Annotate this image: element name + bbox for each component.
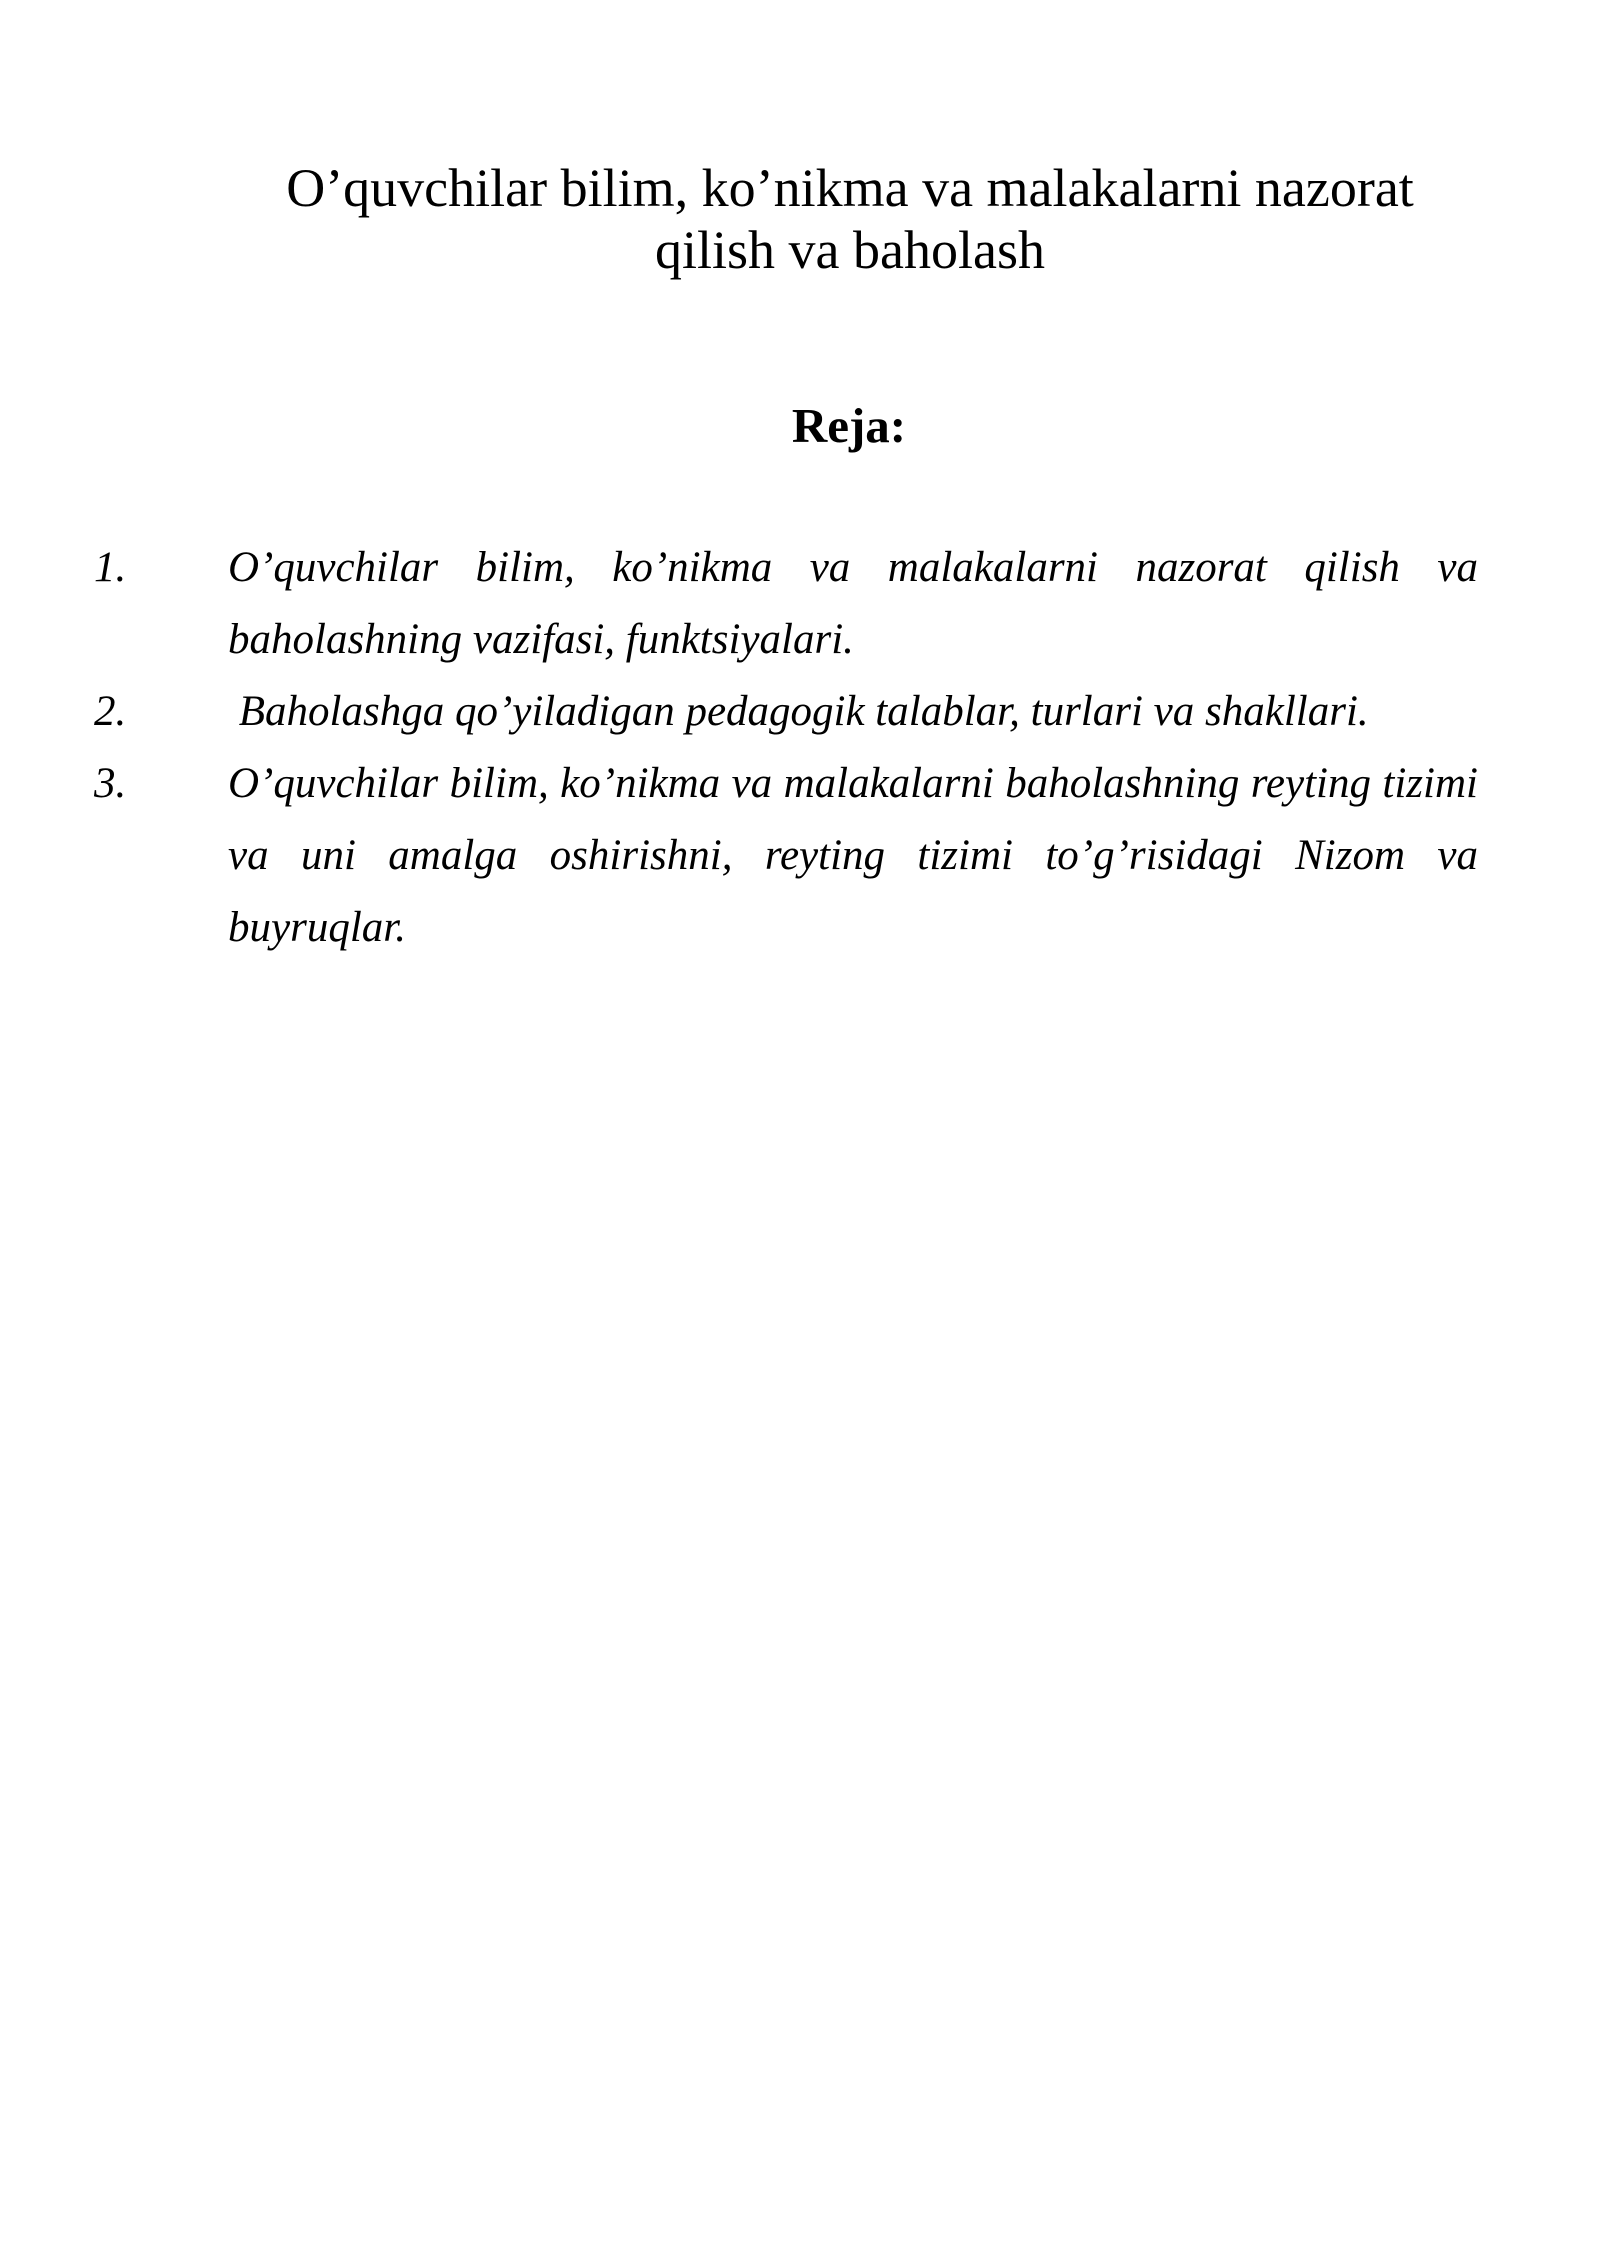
page-title: O’quvchilar bilim, ko’nikma va malakalarni nazorat qilish va baholash xyxy=(286,158,1414,280)
list-item-text: Baholashga qo’yiladigan pedagogik talablar, turlari va shakllari. xyxy=(228,688,1369,735)
list-item-3 xyxy=(94,748,1478,964)
list-item-number: 2. xyxy=(94,688,127,735)
list-item-number: 1. xyxy=(94,544,127,591)
list-item-number: 3. xyxy=(94,760,127,807)
plan-list xyxy=(94,532,1478,964)
list-item-text: O’quvchilar bilim, ko’nikma va malakalarni nazorat qilish va baholashning vazifasi, funktsiyalari. xyxy=(228,544,1478,663)
plan-heading: Reja: xyxy=(791,398,907,453)
list-item-2 xyxy=(94,676,1478,748)
list-item-1 xyxy=(94,532,1478,676)
list-item-text: O’quvchilar bilim, ko’nikma va malakalarni baholashning reyting tizimi va uni amalga oshirishni, reyting tizimi to’g’risidagi Nizom va buyruqlar. xyxy=(228,760,1478,951)
